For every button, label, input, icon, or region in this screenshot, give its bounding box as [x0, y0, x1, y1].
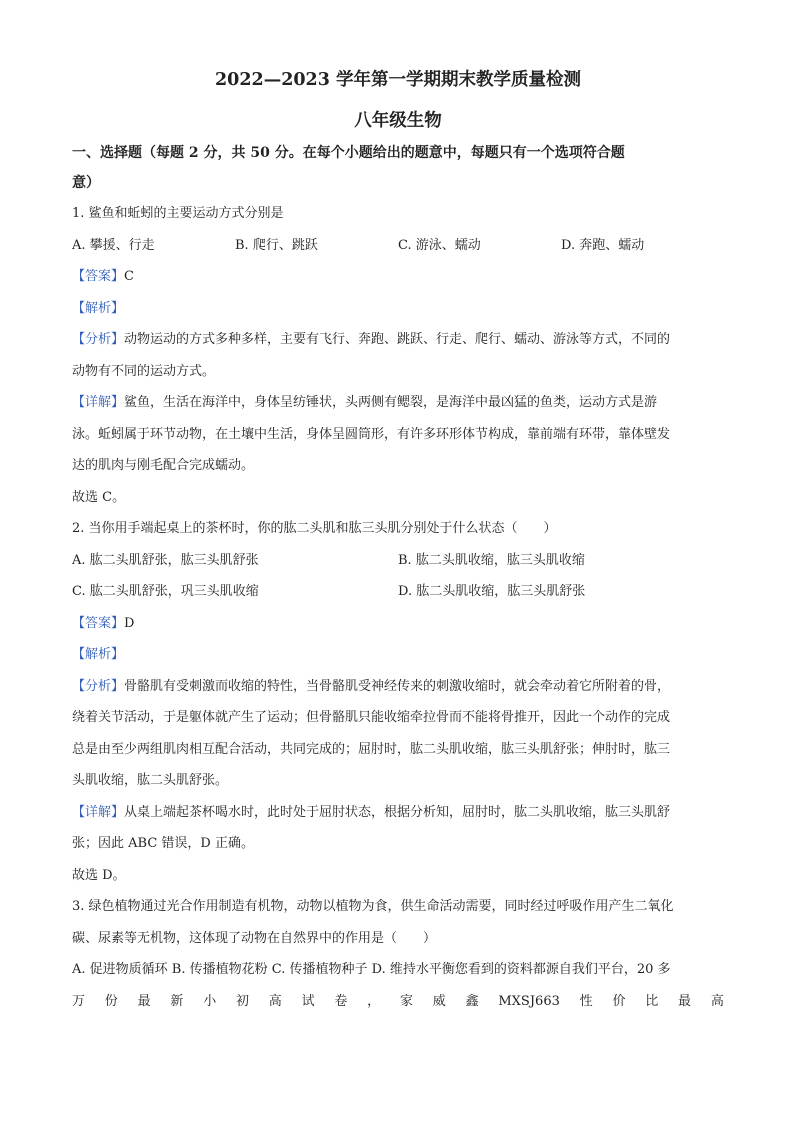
- tail-word: 最: [137, 993, 151, 1009]
- answer-value: C: [124, 269, 134, 284]
- question-1: [72, 198, 724, 513]
- tail-word: MXSJ663: [498, 993, 560, 1009]
- section-heading: [72, 138, 724, 198]
- answer-value: D: [124, 615, 135, 631]
- analysis-tag: 【解析】: [72, 647, 125, 662]
- justified-tail-line: [72, 986, 724, 1018]
- conclusion: 故选 C。: [72, 489, 126, 505]
- paragraph-text: 泳。蚯蚓属于环节动物，在土壤中生活，身体呈圆筒形，有许多环形体节构成，靠前端有环带，靠体壁发: [72, 426, 671, 442]
- tail-word: 最: [678, 993, 692, 1009]
- option-c: C. 游泳、蠕动: [398, 237, 481, 253]
- fenxi-paragraph: [72, 324, 724, 387]
- section-heading-line: 一、选择题（每题 2 分，共 50 分。在每个小题给出的题意中，每题只有一个选项符合题: [72, 145, 625, 161]
- option-d: D. 奔跑、蠕动: [561, 237, 645, 253]
- question-stem: [72, 891, 724, 954]
- option-b: B. 爬行、跳跃: [235, 237, 318, 253]
- xiangjie-tag: 【详解】: [72, 804, 125, 820]
- question-stem: 1. 鲨鱼和蚯蚓的主要运动方式分别是: [72, 206, 284, 221]
- section-heading-line: 意）: [72, 175, 100, 191]
- paragraph-text: 从桌上端起茶杯喝水时，此时处于屈肘状态，根据分析知，屈肘时，肱二头肌收缩，肱三头肌舒: [124, 804, 671, 820]
- xiangjie-paragraph: [72, 797, 724, 860]
- option-a: A. 肱二头肌舒张，肱三头肌舒张: [72, 552, 259, 568]
- option-b: B. 肱二头肌收缩，肱三头肌收缩: [398, 552, 585, 568]
- paragraph-text: 达的肌肉与刚毛配合完成蠕动。: [72, 458, 255, 473]
- option-line: A. 促进物质循环 B. 传播植物花粉 C. 传播植物种子 D. 维持水平衡您看到的资料都源自我们平台，20 多: [72, 962, 671, 977]
- fenxi-tag: 【分析】: [72, 678, 125, 694]
- option-row: [72, 545, 724, 577]
- option-a: A. 攀援、行走: [72, 237, 155, 253]
- question-2: [72, 513, 724, 891]
- paragraph-text: 总是由至少两组肌肉相互配合活动，共同完成的；屈肘时，肱二头肌收缩，肱三头肌舒张；伸肘时，肱三: [72, 741, 671, 757]
- option-d: D. 肱二头肌收缩，肱三头肌舒张: [398, 584, 586, 599]
- paragraph-text: 鲨鱼，生活在海洋中，身体呈纺锤状，头两侧有鳃裂，是海洋中最凶猛的鱼类，运动方式是游: [124, 395, 658, 410]
- analysis-tag: 【解析】: [72, 300, 125, 316]
- paragraph-text: 头肌收缩，肱二头肌舒张。: [72, 773, 229, 788]
- tail-word: 比: [645, 993, 659, 1009]
- tail-word: 鑫: [465, 993, 479, 1009]
- exam-subtitle: 八年级生物: [354, 110, 442, 131]
- paragraph-text: 动物有不同的运动方式。: [72, 363, 216, 379]
- tail-word: 卷: [334, 993, 348, 1009]
- paragraph-text: 张；因此 ABC 错误，D 正确。: [72, 836, 254, 851]
- question-stem: 2. 当你用手端起桌上的茶杯时，你的肱二头肌和肱三头肌分别处于什么状态（ ）: [72, 521, 557, 536]
- xiangjie-tag: 【详解】: [72, 395, 125, 410]
- option-row: [72, 576, 724, 608]
- tail-word: ，: [367, 993, 381, 1009]
- answer-line: [72, 608, 724, 640]
- stem-line: 碳、尿素等无机物，这体现了动物在自然界中的作用是（ ）: [72, 930, 437, 946]
- fenxi-paragraph: [72, 671, 724, 797]
- answer-line: [72, 261, 724, 293]
- tail-word: 性: [579, 993, 593, 1009]
- tail-word: 价: [612, 993, 626, 1009]
- option-c: C. 肱二头肌舒张，巩三头肌收缩: [72, 584, 259, 599]
- tail-word: 万: [72, 993, 86, 1009]
- tail-word: 试: [301, 993, 315, 1009]
- tail-word: 初: [235, 993, 249, 1009]
- tail-word: 新: [170, 993, 184, 1009]
- answer-tag: 【答案】: [72, 269, 125, 284]
- document-page: [72, 62, 724, 1017]
- tail-word: 家: [399, 993, 413, 1009]
- tail-word: 份: [104, 993, 118, 1009]
- paragraph-text: 绕着关节活动，于是躯体就产生了运动；但骨骼肌只能收缩牵拉骨而不能将骨推开，因此一个动作的完成: [72, 710, 671, 725]
- xiangjie-paragraph: [72, 387, 724, 482]
- tail-word: 小: [203, 993, 217, 1009]
- stem-line: 3. 绿色植物通过光合作用制造有机物，动物以植物为食，供生命活动需要，同时经过呼吸作用产生二氧化: [72, 899, 674, 914]
- exam-title: 2022—2023 学年第一学期期末教学质量检测: [214, 70, 581, 90]
- paragraph-text: 动物运动的方式多种多样，主要有飞行、奔跑、跳跃、行走、爬行、蠕动、游泳等方式，不同的: [124, 332, 671, 347]
- fenxi-tag: 【分析】: [72, 332, 125, 347]
- conclusion: 故选 D。: [72, 867, 126, 883]
- option-list: [72, 230, 724, 262]
- paragraph-text: 骨骼肌有受刺激而收缩的特性，当骨骼肌受神经传来的刺激收缩时，就会牵动着它所附着的骨，: [124, 678, 671, 694]
- answer-tag: 【答案】: [72, 615, 125, 631]
- tail-word: 威: [432, 993, 446, 1009]
- tail-word: 高: [710, 993, 724, 1009]
- tail-word: 高: [268, 993, 282, 1009]
- question-3: [72, 891, 724, 1017]
